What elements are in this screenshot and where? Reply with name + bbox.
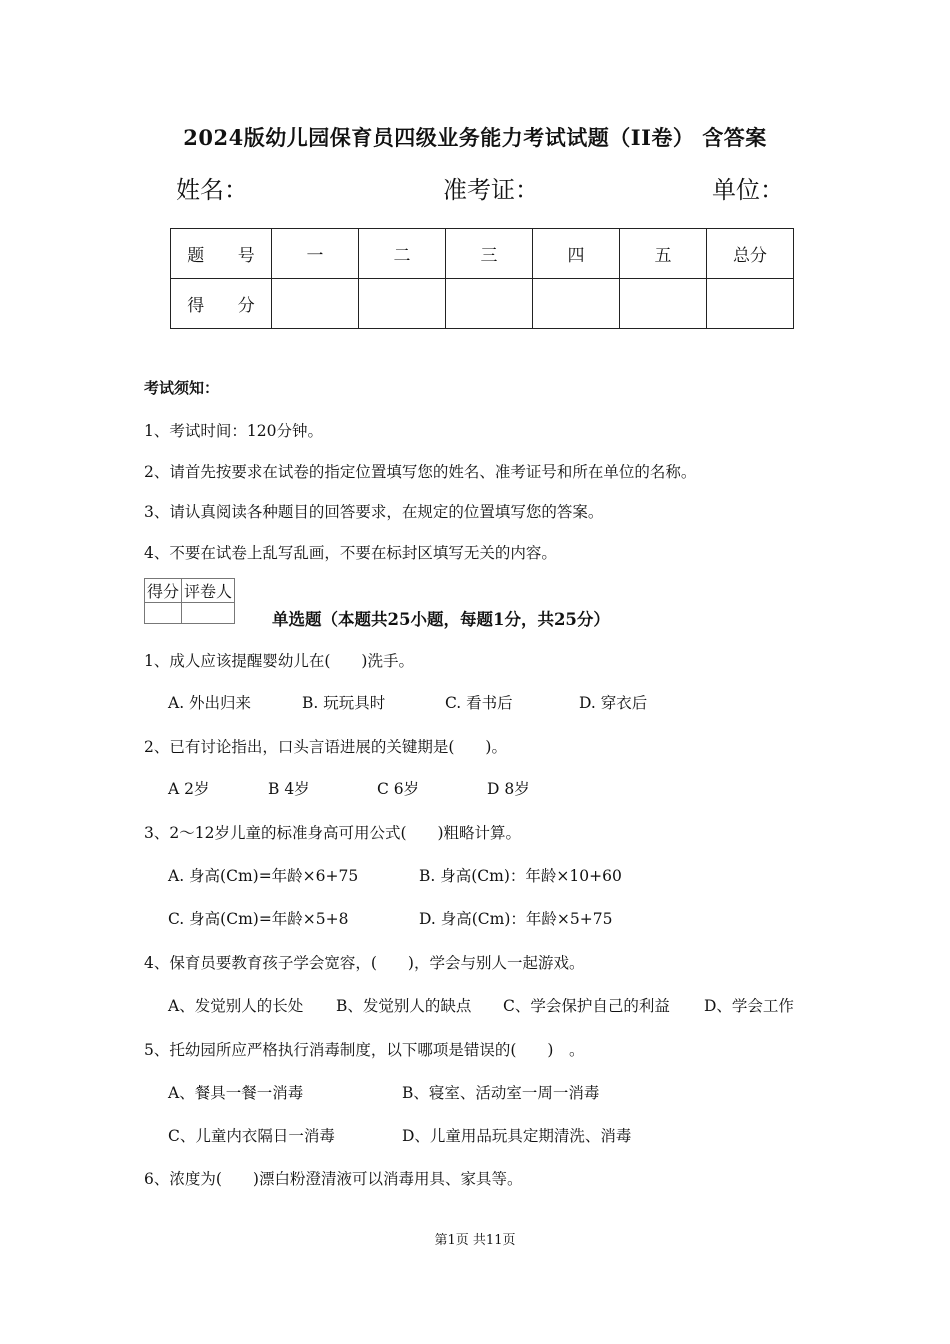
name-field-label: 姓名： <box>176 176 248 204</box>
question-5-option-a[interactable]: A、餐具一餐一消毒 <box>168 1084 304 1102</box>
section-title: 单选题（本题共25小题，每题1分，共25分） <box>272 610 610 629</box>
question-4-option-d[interactable]: D、学会工作 <box>704 997 794 1015</box>
score-table <box>170 228 794 329</box>
score-header-4: 四 <box>533 229 620 279</box>
question-3-option-b[interactable]: B. 身高(Cm)：年龄×10+60 <box>419 867 622 885</box>
grader-score-label: 得分 <box>145 579 182 603</box>
question-2-stem: 2、已有讨论指出，口头言语进展的关键期是( )。 <box>144 738 507 756</box>
score-cell-5[interactable] <box>620 279 707 329</box>
score-cell-1[interactable] <box>272 279 359 329</box>
grader-reviewer-label: 评卷人 <box>182 579 235 603</box>
question-4-option-c[interactable]: C、学会保护自己的利益 <box>503 997 670 1015</box>
notice-item-4: 4、不要在试卷上乱写乱画，不要在标封区填写无关的内容。 <box>144 544 557 562</box>
question-3-option-a[interactable]: A. 身高(Cm)=年龄×6+75 <box>168 867 359 885</box>
question-3-option-c[interactable]: C. 身高(Cm)=年龄×5+8 <box>168 910 349 928</box>
score-header-total: 总分 <box>707 229 794 279</box>
notice-heading: 考试须知： <box>144 379 220 397</box>
question-6-stem: 6、浓度为( )漂白粉澄清液可以消毒用具、家具等。 <box>144 1170 523 1188</box>
grader-score-cell[interactable] <box>145 603 182 624</box>
score-header-label: 题 号 <box>171 229 272 279</box>
score-cell-2[interactable] <box>359 279 446 329</box>
question-1-option-d[interactable]: D. 穿衣后 <box>579 694 648 712</box>
score-cell-total[interactable] <box>707 279 794 329</box>
grader-reviewer-cell[interactable] <box>182 603 235 624</box>
score-cell-4[interactable] <box>533 279 620 329</box>
score-header-5: 五 <box>620 229 707 279</box>
notice-item-3: 3、请认真阅读各种题目的回答要求，在规定的位置填写您的答案。 <box>144 503 604 521</box>
question-5-option-d[interactable]: D、儿童用品玩具定期清洗、消毒 <box>402 1127 632 1145</box>
document-title: 2024版幼儿园保育员四级业务能力考试试题（II卷） 含答案 <box>183 125 767 150</box>
question-2-option-d[interactable]: D 8岁 <box>487 780 530 798</box>
question-1-option-c[interactable]: C. 看书后 <box>445 694 513 712</box>
unit-field-label: 单位： <box>712 176 784 204</box>
question-4-option-a[interactable]: A、发觉别人的长处 <box>168 997 304 1015</box>
question-3-stem: 3、2～12岁儿童的标准身高可用公式( )粗略计算。 <box>144 824 522 842</box>
question-3-option-d[interactable]: D. 身高(Cm)：年龄×5+75 <box>419 910 613 928</box>
score-cell-3[interactable] <box>446 279 533 329</box>
question-4-option-b[interactable]: B、发觉别人的缺点 <box>336 997 472 1015</box>
question-5-option-b[interactable]: B、寝室、活动室一周一消毒 <box>402 1084 600 1102</box>
question-1-option-b[interactable]: B. 玩玩具时 <box>302 694 386 712</box>
score-header-3: 三 <box>446 229 533 279</box>
notice-item-1: 1、考试时间：120分钟。 <box>144 422 323 440</box>
question-1-option-a[interactable]: A. 外出归来 <box>168 694 252 712</box>
grader-box <box>144 578 235 624</box>
page-number: 第1页 共11页 <box>434 1233 516 1248</box>
score-header-2: 二 <box>359 229 446 279</box>
question-2-option-b[interactable]: B 4岁 <box>268 780 310 798</box>
question-5-stem: 5、托幼园所应严格执行消毒制度，以下哪项是错误的( ) 。 <box>144 1041 585 1059</box>
question-2-option-c[interactable]: C 6岁 <box>377 780 420 798</box>
exam-id-field-label: 准考证： <box>443 176 539 204</box>
score-header-1: 一 <box>272 229 359 279</box>
question-1-stem: 1、成人应该提醒婴幼儿在( )洗手。 <box>144 652 414 670</box>
question-4-stem: 4、保育员要教育孩子学会宽容，( )，学会与别人一起游戏。 <box>144 954 585 972</box>
score-table-score-row <box>171 279 794 329</box>
question-2-option-a[interactable]: A 2岁 <box>168 780 210 798</box>
score-row-label: 得 分 <box>171 279 272 329</box>
score-table-header-row <box>171 229 794 279</box>
notice-item-2: 2、请首先按要求在试卷的指定位置填写您的姓名、准考证号和所在单位的名称。 <box>144 463 697 481</box>
question-5-option-c[interactable]: C、儿童内衣隔日一消毒 <box>168 1127 335 1145</box>
